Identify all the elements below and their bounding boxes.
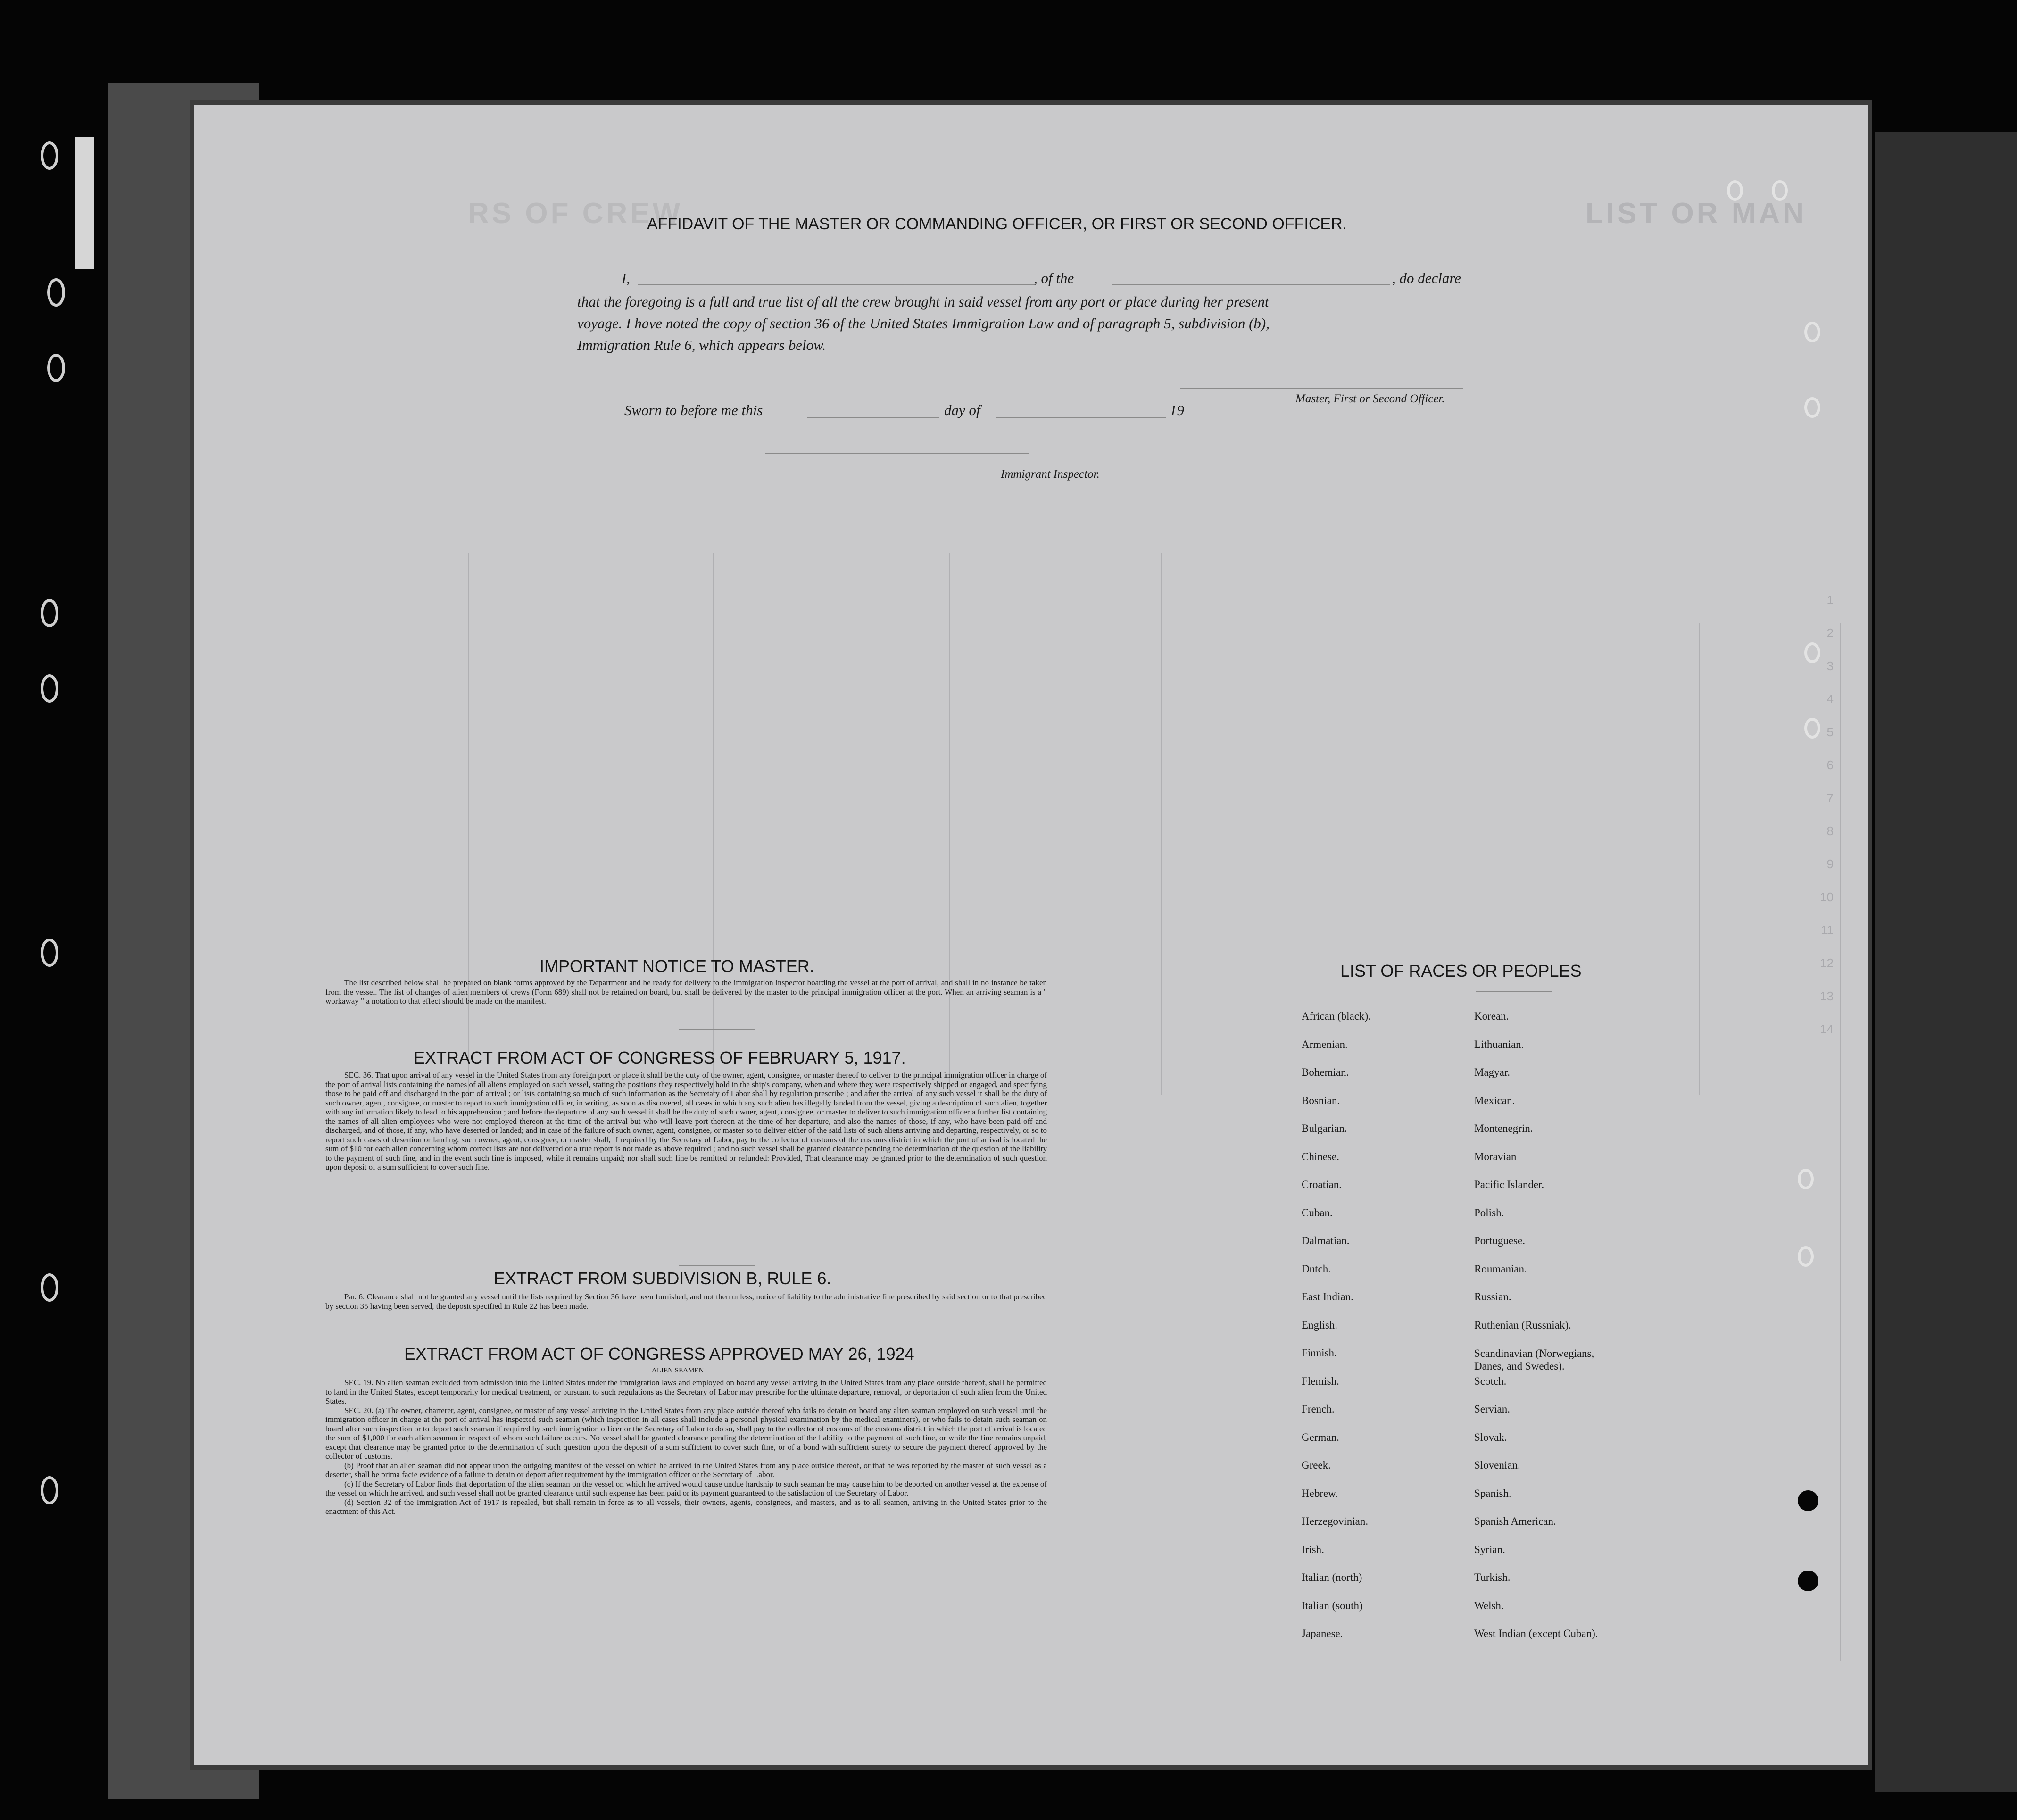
par-6-paragraph: Par. 6. Clearance shall not be granted any vessel until the lists required by Section 36 have been furnished, and not then unless, notice of liability to the administrative fine prescribed by said section or to that prescribed by section 35 having been served, the deposit specified in Rule 22 has been made.: [325, 1292, 1047, 1311]
sworn-day-line: [807, 417, 939, 418]
sec-19-paragraph: SEC. 19. No alien seaman excluded from admission into the United States under the immigration laws and employed on board any vessel arriving in the United States from any place outside thereof, shall be permitted to land in the United States, except temporarily for medical treatment, or pursuant to such regulations as the Secretary of Labor may prescribe for the ultimate departure, removal, or deportation of such alien from the United States.: [325, 1378, 1047, 1405]
races-left-column: [1302, 1010, 1371, 1656]
inspector-signature-line: [765, 453, 1029, 454]
race-item: Croatian.: [1302, 1179, 1342, 1190]
race-item: Slovak.: [1474, 1431, 1507, 1443]
sec-20a-paragraph: SEC. 20. (a) The owner, charterer, agent, consignee, or master of any vessel arriving in the United States from any place outside thereof who fails to detain on board any alien seaman employed on such vessel until the immigration officer in charge at the port of arrival has inspected such seaman (which inspection in all cases shall include a personal physical examination by the medical examiners), or who fails to detain such seaman on board after such inspection or to deport such seaman if required by such immigration officer or the Secretary of Labor to do so, shall pay to the collector of customs of the customs district in which the port of arrival is located the sum of $1,000 for each alien seaman in respect of whom such failure occurs. No vessel shall be granted clearance pending the determination of the liability to the payment of such fine, or while the fine remains unpaid, except that clearance may be granted prior to the determination of such question upon the deposit of a sum sufficient to cover such fine, or of a bond with sufficient surety to secure the payment thereof approved by the collector of customs.: [325, 1405, 1047, 1461]
race-item: Japanese.: [1302, 1628, 1343, 1639]
races-heading: LIST OF RACES OR PEOPLES: [1340, 961, 1582, 981]
punch-hole: [1772, 180, 1788, 201]
race-item: Bosnian.: [1302, 1094, 1340, 1106]
race-item: Greek.: [1302, 1459, 1331, 1471]
binder-ring: [41, 674, 58, 703]
binder-ring: [41, 1273, 58, 1302]
race-item: Servian.: [1474, 1403, 1511, 1415]
punch-hole: [1798, 1246, 1814, 1267]
sec-20c-paragraph: (c) If the Secretary of Labor finds that deportation of the alien seaman on the vessel on which he arrived would cause undue hardship to such seaman he may cause him to be deported on another vessel at the expense of the vessel on which he arrived, and such vessel shall not be granted clearance until such expense has been paid or its payment guaranteed to the satisfaction of the Secretary of Labor.: [325, 1479, 1047, 1497]
affidavit-line-2: that the foregoing is a full and true list of all the crew brought in said vessel from any port or place during her present: [577, 293, 1269, 310]
punch-hole: [1804, 322, 1820, 342]
binder-ring: [41, 1476, 58, 1504]
race-item: Portuguese.: [1474, 1235, 1525, 1247]
races-divider: [1476, 991, 1552, 992]
master-signature-line: [1180, 388, 1463, 389]
race-item: Bulgarian.: [1302, 1122, 1347, 1134]
sworn-month-line: [996, 417, 1166, 418]
race-item: Montenegrin.: [1474, 1122, 1533, 1134]
race-item: Bohemian.: [1302, 1066, 1349, 1078]
extract-1924-heading: EXTRACT FROM ACT OF CONGRESS APPROVED MAY 26, 1924: [404, 1344, 914, 1363]
race-item: Russian.: [1474, 1291, 1511, 1303]
section-divider: [679, 1265, 755, 1266]
ghost-table-line: [1161, 553, 1162, 1095]
race-item: Scotch.: [1474, 1375, 1507, 1387]
vessel-field-line: [1112, 284, 1390, 285]
ghost-table-line: [713, 553, 714, 1095]
sec-20d-paragraph: (d) Section 32 of the Immigration Act of 1917 is repealed, but shall remain in force as to all vessels, their owners, agents, consignees, and masters, and as to all seamen, arriving in the United States prior to the enactment of this Act.: [325, 1497, 1047, 1516]
punch-hole: [1804, 642, 1820, 663]
race-item: Ruthenian (Russniak).: [1474, 1319, 1571, 1331]
race-item: Chinese.: [1302, 1150, 1339, 1163]
margin-row-numbers: 1 2 3 4 5 6 7 8 9 10 11 12 13 14: [1820, 593, 1834, 1036]
extract-1917-text: [325, 1071, 1047, 1172]
affidavit-of-the: , of the: [1034, 270, 1074, 286]
name-field-line: [638, 284, 1034, 285]
affidavit-heading: AFFIDAVIT OF THE MASTER OR COMMANDING OFFICER, OR FIRST OR SECOND OFFICER.: [647, 215, 1347, 233]
race-item: Pacific Islander.: [1474, 1179, 1544, 1190]
binder-ring: [41, 599, 58, 627]
year-prefix: 19: [1170, 402, 1184, 418]
race-item: Irish.: [1302, 1543, 1324, 1555]
section-36-paragraph: SEC. 36. That upon arrival of any vessel in the United States from any foreign port or place it shall be the duty of the owner, agent, consignee, or master thereof to deliver to the principal immigration officer in charge of the port of arrival lists containing the names of all aliens employed on such vessel, stating the positions they respectively hold in the ship's company, when and where they were respectively shipped or engaged, and specifying those to be paid off and discharged in the port of arrival ; or lists containing so much of such information as the Secretary of Labor shall by regulation prescribe ; and after the arrival of any such vessel it shall be the duty of such owner, agent, consignee, or master to report to such immigration officer, in writing, as soon as discovered, all cases in which any such alien has illegally landed from the vessel, giving a description of such alien, together with any information likely to lead to his apprehension ; and before the departure of any such vessel it shall be the duty of such owner, agent, consignee, or master to deliver to such immigration officer a further list containing the names of all alien employees who were not employed thereon at the time of the arrival but who will leave port thereon at the time of her departure, and also the names of those, if any, who have been paid off and discharged, and of those, if any, who have deserted or landed; and in case of the failure of such owner, agent, consignee, or master so to deliver either of the said lists of such aliens arriving and departing, respectively, or so to report such cases of desertion or landing, such owner, agent, consignee, or master shall, if required by the Secretary of Labor, pay to the collector of customs of the customs district in which the port of arrival is located the sum of $10 for each alien concerning whom correct lists are not delivered or a true report is not made as above required ; and no such vessel shall be granted clearance pending the determination of the question of the liability to the payment of such fine, and in the event such fine is imposed, while it remains unpaid; nor shall such fine be remitted or refunded: Provided, That clearance may be granted prior to the determination of such question upon deposit of a sum sufficient to cover such fine.: [325, 1071, 1047, 1172]
affidavit-do-declare: , do declare: [1392, 270, 1461, 286]
race-item: Italian (south): [1302, 1599, 1363, 1612]
race-item: Korean.: [1474, 1010, 1509, 1022]
race-item: Roumanian.: [1474, 1263, 1527, 1275]
day-of-label: day of: [944, 402, 980, 418]
race-item: Herzegovinian.: [1302, 1515, 1369, 1527]
inspector-caption: Immigrant Inspector.: [1001, 468, 1100, 481]
sworn-label: Sworn to before me this: [624, 402, 763, 418]
race-item: Hebrew.: [1302, 1487, 1338, 1499]
race-item: Cuban.: [1302, 1206, 1333, 1219]
sec-20b-paragraph: (b) Proof that an alien seaman did not appear upon the outgoing manifest of the vessel on which he arrived in the United States from any place outside thereof, or that he was reported by the master of such vessel as a deserter, shall be prima facie evidence of a failure to detain or deport after requirement by the immigration officer or the Secretary of Labor.: [325, 1461, 1047, 1479]
binder-ring: [47, 278, 65, 307]
ghost-table-line: [468, 553, 469, 1095]
ghost-table-line: [1699, 623, 1700, 1095]
race-item: Dutch.: [1302, 1263, 1331, 1275]
binder-ring: [41, 939, 58, 967]
races-right-column: [1474, 1010, 1663, 1656]
race-item: Turkish.: [1474, 1571, 1511, 1583]
race-item: Italian (north): [1302, 1571, 1362, 1583]
race-item: English.: [1302, 1319, 1338, 1331]
race-item: Spanish American.: [1474, 1515, 1556, 1527]
extract-rule6-text: [325, 1292, 1047, 1311]
punch-hole: [1727, 180, 1743, 201]
bleed-through-title: LIST OR MAN: [1585, 197, 1807, 230]
binder-clip: [75, 137, 94, 269]
race-item: East Indian.: [1302, 1291, 1353, 1303]
extract-1924-subheading: ALIEN SEAMEN: [652, 1367, 704, 1374]
extract-rule6-heading: EXTRACT FROM SUBDIVISION B, RULE 6.: [494, 1269, 831, 1288]
race-item: Syrian.: [1474, 1543, 1505, 1555]
race-item: Armenian.: [1302, 1038, 1348, 1050]
right-background: [1875, 132, 2017, 1792]
master-signature-caption: Master, First or Second Officer.: [1295, 392, 1445, 405]
race-item: Welsh.: [1474, 1599, 1504, 1612]
extract-1924-text: [325, 1378, 1047, 1516]
race-item: Magyar.: [1474, 1066, 1511, 1078]
punch-hole: [1804, 397, 1820, 418]
affidavit-line-3: voyage. I have noted the copy of section 36 of the United States Immigration Law and of paragraph 5, subdivision (b),: [577, 315, 1270, 332]
binder-ring: [47, 354, 65, 382]
ghost-table-line: [949, 553, 950, 1095]
notice-heading: IMPORTANT NOTICE TO MASTER.: [540, 956, 814, 976]
race-item: Slovenian.: [1474, 1459, 1520, 1471]
race-item: Moravian: [1474, 1150, 1517, 1163]
extract-1917-heading: EXTRACT FROM ACT OF CONGRESS OF FEBRUARY 5, 1917.: [414, 1048, 906, 1067]
section-divider: [679, 1029, 755, 1030]
binder-ring: [41, 141, 58, 170]
bleed-through-title-right: RS OF CREW.: [468, 197, 692, 230]
punch-hole: [1804, 718, 1820, 739]
race-item: German.: [1302, 1431, 1339, 1443]
race-item: Finnish.: [1302, 1347, 1337, 1359]
affidavit-i-label: I,: [622, 270, 631, 286]
affidavit-line-4: Immigration Rule 6, which appears below.: [577, 337, 826, 353]
race-item: Dalmatian.: [1302, 1235, 1350, 1247]
race-item: Flemish.: [1302, 1375, 1339, 1387]
race-item: Mexican.: [1474, 1094, 1515, 1106]
document-page: [194, 105, 1868, 1765]
race-item: African (black).: [1302, 1010, 1371, 1022]
race-item: Spanish.: [1474, 1487, 1511, 1499]
punch-hole: [1798, 1169, 1814, 1189]
notice-text: [325, 978, 1047, 1006]
race-item: French.: [1302, 1403, 1335, 1415]
ghost-table-line: [1840, 623, 1841, 1661]
race-item: Scandinavian (Norwegians, Danes, and Swedes).: [1474, 1347, 1594, 1372]
notice-paragraph: The list described below shall be prepared on blank forms approved by the Department and be ready for delivery to the immigration inspector boarding the vessel at the port of arrival, and shall in no instance be taken from the vessel. The list of changes of alien members of crews (Form 689) shall not be retained on board, but shall be delivered by the master to the principal immigration officer at the port. When an arriving seaman is a " workaway " a notation to that effect should be made on the manifest.: [325, 978, 1047, 1006]
punch-hole-dark: [1798, 1571, 1818, 1591]
race-item: Lithuanian.: [1474, 1038, 1524, 1050]
race-item: Polish.: [1474, 1206, 1504, 1219]
punch-hole-dark: [1798, 1490, 1818, 1511]
race-item: West Indian (except Cuban).: [1474, 1628, 1598, 1639]
